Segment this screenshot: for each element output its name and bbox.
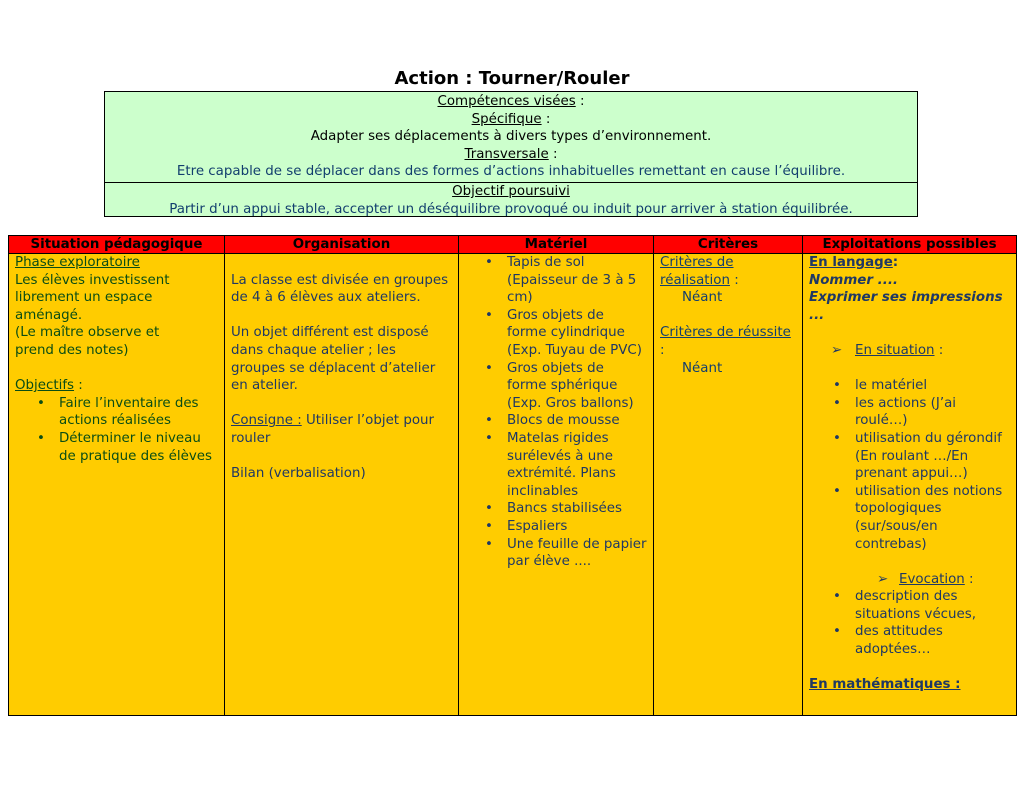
en-situation-suffix: : [934,342,944,358]
evocation-heading [809,571,1010,589]
list-item: • Une feuille de papier par élève .... [507,536,647,571]
transversale-text: Etre capable de se déplacer dans des formes d’actions inhabituelles remettant en cause l’équilibre. [176,164,846,180]
header-situation: Situation pédagogique [9,236,225,254]
cell-organisation [225,254,459,716]
list-item: • description des situations vécues, [855,588,1010,623]
list-item: • utilisation des notions topologiques (sur/sous/en contrebas) [855,483,1010,553]
specifique-label: Spécifique [471,111,542,127]
maths-heading: En mathématiques : [809,677,961,693]
organisation-p2: Un objet différent est disposé dans chaque atelier ; les groupes se déplacent d’atelier en atelier. [231,325,436,394]
list-item: • Matelas rigides surélevés à une extrémité. Plans inclinables [507,430,647,500]
organisation-p1: La classe est divisée en groupes de 4 à 6 élèves aux ateliers. [231,272,449,306]
header-organisation: Organisation [225,236,459,254]
realisation-suffix: : [729,272,739,288]
situation-line: librement un espace [15,290,153,306]
activity-table [8,235,1017,716]
nommer-line: Nommer .... [809,272,899,288]
realisation-label: Critères de réalisation [660,255,734,288]
header-criteres: Critères [654,236,803,254]
competences-section [105,92,917,181]
specifique-heading-line [105,111,917,129]
evocation-label: Evocation [899,571,965,587]
list-item: • des attitudes adoptées… [855,623,1010,658]
situation-line: (Le maître observe et [15,325,160,341]
transversale-suffix: : [548,146,558,162]
situation-items-list [809,377,1010,553]
situation-line: prend des notes) [15,342,129,358]
list-item: • Gros objets de forme cylindrique (Exp. Tuyau de PVC) [507,307,647,360]
phase-label: Phase exploratoire [15,255,140,270]
arrow-bullet-icon: ➢ [831,342,843,358]
cell-exploitations [803,254,1017,716]
langage-suffix: : [892,255,899,270]
realisation-block [660,254,796,289]
competences-heading-line [105,93,917,111]
objectif-text: Partir d’un appui stable, accepter un déséquilibre provoqué ou induit pour arriver à station équilibrée. [169,201,853,217]
en-situation-heading [809,342,1010,360]
list-item: • Tapis de sol (Epaisseur de 3 à 5 cm) [507,254,647,307]
header-materiel: Matériel [459,236,654,254]
list-item: • utilisation du gérondif (En roulant …/En prenant appui…) [855,430,1010,483]
objectif-heading: Objectif poursuivi [452,183,570,199]
header-exploitations: Exploitations possibles [803,236,1017,254]
objectif-section [105,182,917,218]
evocation-suffix: : [964,571,974,587]
realisation-value: Néant [682,290,723,306]
situation-line: aménagé. [15,307,83,323]
transversale-heading-line [105,146,917,164]
cell-materiel [459,254,654,716]
list-item: • Bancs stabilisées [507,500,647,518]
list-item: • Espaliers [507,518,647,536]
objectifs-label: Objectifs [15,378,75,394]
reussite-label: Critères de réussite [660,325,791,341]
table-row [9,254,1017,716]
cell-situation [9,254,225,716]
competences-heading: Compétences visées [437,94,576,109]
list-item: • Gros objets de forme sphérique (Exp. Gros ballons) [507,360,647,413]
materiel-list [465,254,647,571]
langage-heading [809,254,1010,272]
bilan-line: Bilan (verbalisation) [231,466,366,482]
list-item: • Blocs de mousse [507,412,647,430]
objectifs-list [15,395,218,465]
page-title: Action : Tourner/Rouler [394,68,630,89]
specifique-text: Adapter ses déplacements à divers types d’environnement. [310,129,712,145]
list-item: • Faire l’inventaire des actions réalisées [59,395,218,430]
objectives-box [104,91,918,217]
arrow-bullet-icon: ➢ [877,571,889,587]
list-item: • les actions (J’ai roulé…) [855,395,1010,430]
specifique-suffix: : [541,111,551,127]
langage-label: En langage [809,255,893,270]
evocation-items-list [809,588,1010,658]
table-header-row [9,236,1017,254]
consigne-text: Utiliser l’objet pour rouler [231,413,434,446]
competences-heading-suffix: : [575,94,585,109]
cell-criteres [654,254,803,716]
list-item: • le matériel [855,377,1010,395]
transversale-label: Transversale [464,146,549,162]
reussite-block [660,324,796,359]
en-situation-label: En situation [855,342,935,358]
reussite-value: Néant [682,360,723,376]
list-item: • Déterminer le niveau de pratique des élèves [59,430,218,465]
objectifs-suffix: : [74,378,83,394]
exprimer-line: Exprimer ses impressions ... [809,290,1003,323]
consigne-line [231,412,452,447]
reussite-suffix: : [660,342,665,358]
consigne-label: Consigne : [231,413,302,429]
situation-line: Les élèves investissent [15,272,170,288]
objectifs-heading-line [15,377,218,395]
